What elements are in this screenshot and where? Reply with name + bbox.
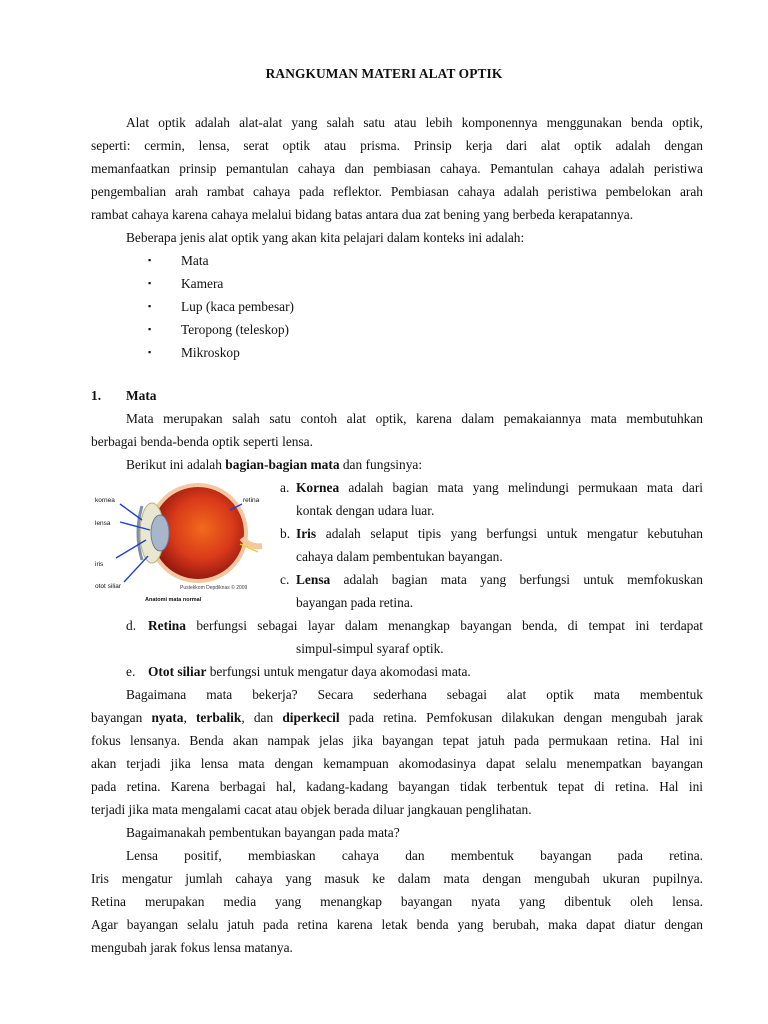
section-heading: Mata <box>126 388 157 403</box>
part-letter: d. <box>126 618 137 633</box>
section1-p1-line-1: Mata merupakan salah satu contoh alat optik, karena dalam pemakaiannya mata membutuhkan <box>126 411 703 426</box>
p4-line-1: Lensa positif, membiaskan cahaya dan membentuk bayangan pada retina. <box>126 848 703 863</box>
section1-p2: Berikut ini adalah bagian-bagian mata dan fungsinya: <box>126 457 423 472</box>
bullet-icon: ▪ <box>148 278 152 288</box>
label-kornea: kornea <box>95 497 115 504</box>
part-otot-siliar: Otot siliar berfungsi untuk mengatur daya akomodasi mata. <box>148 664 471 679</box>
p4-line-3: Retina merupakan media yang menangkap bayangan nyata yang dibentuk oleh lensa. <box>91 894 703 909</box>
question-line: Bagaimanakah pembentukan bayangan pada mata? <box>126 825 400 840</box>
bullet-icon: ▪ <box>148 347 152 357</box>
part-kornea-line-2: kontak dengan udara luar. <box>296 503 435 518</box>
bullet-icon: ▪ <box>148 301 152 311</box>
label-retina: retina <box>243 497 260 504</box>
intro-line-2: seperti: cermin, lensa, serat optik atau prisma. Prinsip kerja dari alat optik adalah dengan <box>91 138 703 153</box>
part-letter: b. <box>280 526 291 541</box>
p4-line-4: Agar bayangan selalu jatuh pada retina karena letak benda yang berubah, maka dapat diatur dengan <box>91 917 703 932</box>
label-lensa: lensa <box>95 520 111 527</box>
p3-line-3: fokus lensanya. Benda akan nampak jelas jika bayangan tepat jatuh pada permukaan retina. Hal ini <box>91 733 703 748</box>
intro-line-3: memanfaatkan prinsip pemantulan cahaya dan pembiasan cahaya. Pemantulan cahaya adalah peristiwa <box>91 161 703 176</box>
part-iris: Iris adalah selaput tipis yang berfungsi untuk mengatur kebutuhan <box>296 526 703 541</box>
p3-line-5: pada retina. Karena berbagai hal, kadang-kadang bayangan tidak terbentuk tepat di retina. Hal ini <box>91 779 703 794</box>
figure-credit: Pustekkom Depdiknas © 2009 <box>180 585 248 591</box>
p3-line-4: akan terjadi jika lensa mata dengan kemampuan akomodasinya dapat selalu menempatkan bayangan <box>91 756 703 771</box>
part-letter: e. <box>126 664 136 679</box>
list-item: Mikroskop <box>181 345 240 360</box>
list-item: Teropong (teleskop) <box>181 322 290 337</box>
intro-line-1: Alat optik adalah alat-alat yang salah satu atau lebih komponennya menggunakan benda optik, <box>126 115 703 130</box>
page-title: RANGKUMAN MATERI ALAT OPTIK <box>265 66 503 81</box>
bullet-icon: ▪ <box>148 255 152 265</box>
list-item: Mata <box>181 253 209 268</box>
p4-line-5: mengubah jarak fokus lensa matanya. <box>91 940 293 955</box>
part-retina: Retina berfungsi sebagai layar dalam menangkap bayangan benda, di tempat ini terdapat <box>148 618 703 633</box>
intro-line-4: pengembalian arah rambat cahaya pada reflektor. Pembiasan cahaya adalah peristiwa pembelokan arah <box>91 184 703 199</box>
bullet-icon: ▪ <box>148 324 152 334</box>
label-iris: iris <box>95 561 104 568</box>
section1-p1-line-2: berbagai benda-benda optik seperti lensa. <box>91 434 313 449</box>
list-item: Kamera <box>181 276 224 291</box>
part-letter: a. <box>280 480 290 495</box>
figure-caption: Anatomi mata normal <box>145 597 202 603</box>
list-item: Lup (kaca pembesar) <box>181 299 295 314</box>
eye-anatomy-figure <box>90 478 270 608</box>
p4-line-2: Iris mengatur jumlah cahaya yang masuk ke dalam mata dengan mengubah ukuran pupilnya. <box>91 871 703 886</box>
part-iris-line-2: cahaya dalam pembentukan bayangan. <box>296 549 503 564</box>
part-lensa-line-2: bayangan pada retina. <box>296 595 414 610</box>
p3-line-2: bayangan nyata, terbalik, dan diperkecil pada retina. Pemfokusan dilakukan dengan mengubah jarak <box>91 710 703 725</box>
part-retina-line-2: simpul-simpul syaraf optik. <box>296 641 444 656</box>
intro-line-5: rambat cahaya karena cahaya melalui bidang batas antara dua zat bening yang berbeda kerapatannya. <box>91 207 634 222</box>
p3-line-6: terjadi jika mata mengalami cacat atau objek berada diluar jangkauan penglihatan. <box>91 802 532 817</box>
part-kornea: Kornea adalah bagian mata yang melindungi permukaan mata dari <box>296 480 703 495</box>
part-lensa: Lensa adalah bagian mata yang berfungsi untuk memfokuskan <box>296 572 703 587</box>
label-otot-siliar: otot siliar <box>95 583 122 590</box>
p3-line-1: Bagaimana mata bekerja? Secara sederhana sebagai alat optik mata membentuk <box>126 687 703 702</box>
section-number: 1. <box>91 388 102 403</box>
list-intro: Beberapa jenis alat optik yang akan kita pelajari dalam konteks ini adalah: <box>126 230 525 245</box>
part-letter: c. <box>280 572 290 587</box>
